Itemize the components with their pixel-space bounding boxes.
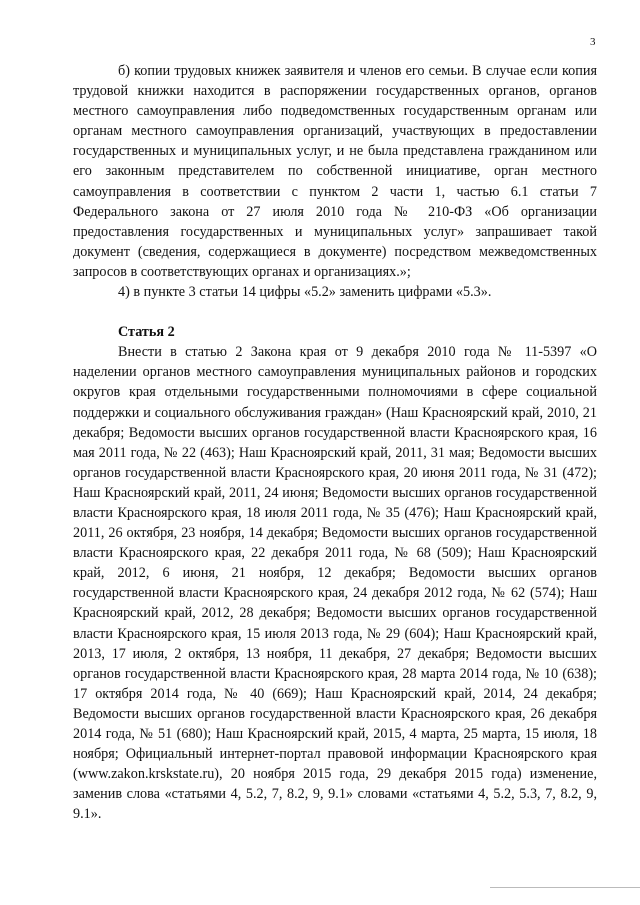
paragraph-b-labor-books: б) копии трудовых книжек заявителя и членов его семьи. В случае если копия трудовой книжки находится в распоряжении государственных органов, органов местного самоуправления либо подведомственных государственным органам или органам местного самоуправления организаций, участвующих в предоставлении государственных и муниципальных услуг, и не была представлена гражданином или его законным представителем по собственной инициативе, орган местного самоуправления в соответствии с пунктом 2 части 1, частью 6.1 статьи 7 Федерального закона от 27 июля 2010 года № 210-ФЗ «Об организации предоставления государственных и муниципальных услуг» запрашивает такой документ (сведения, содержащиеся в документе) посредством межведомственных запросов в соответствующих органах и организациях.»;: [73, 63, 597, 280]
page-number: 3: [590, 36, 596, 48]
document-body: [73, 61, 597, 824]
article-2-paragraph: Внести в статью 2 Закона края от 9 декабря 2010 года № 11-5397 «О наделении органов местного самоуправления муниципальных районов и городских округов края отдельными государственными полномочиями в сфере социальной поддержки и социального обслуживания граждан» (Наш Красноярский край, 2010, 21 декабря; Ведомости высших органов государственной власти Красноярского края, 16 мая 2011 года, № 22 (463); Наш Красноярский край, 2011, 31 мая; Ведомости высших органов государственной власти Красноярского края, 20 июня 2011 года, № 31 (472); Наш Красноярский край, 2011, 24 июня; Ведомости высших органов государственной власти Красноярского края, 18 июля 2011 года, № 35 (476); Наш Красноярский край, 2011, 26 октября, 23 ноября, 14 декабря; Ведомости высших органов государственной власти Красноярского края, 22 декабря 2011 года, № 68 (509); Наш Красноярский край, 2012, 6 июня, 21 ноября, 12 декабря; Ведомости высших органов государственной власти Красноярского края, 24 декабря 2012 года, № 62 (574); Наш Красноярский край, 2012, 28 декабря; Ведомости высших органов государственной власти Красноярского края, 15 июля 2013 года, № 29 (604); Наш Красноярский край, 2013, 17 июля, 2 октября, 13 ноября, 11 декабря, 27 декабря; Ведомости высших органов государственной власти Красноярского края, 28 марта 2014 года, № 10 (638); 17 октября 2014 года, № 40 (669); Наш Красноярский край, 2014, 24 декабря; Ведомости высших органов государственной власти Красноярского края, 26 декабря 2014 года, № 51 (680); Наш Красноярский край, 2015, 4 марта, 25 марта, 15 июля, 18 ноября; Официальный интернет-портал правовой информации Красноярского края (www.zakon.krskstate.ru), 20 ноября 2015 года, 29 декабря 2015 года) изменение, заменив слова «статьями 4, 5.2, 7, 8.2, 9, 9.1» словами «статьями 4, 5.2, 5.3, 7, 8.2, 9, 9.1».: [73, 344, 597, 823]
article-heading: Статья 2: [118, 324, 175, 341]
paragraph-item-4: 4) в пункте 3 статьи 14 цифры «5.2» заменить цифрами «5.3».: [118, 284, 492, 301]
scan-artifact-line: [490, 887, 640, 888]
